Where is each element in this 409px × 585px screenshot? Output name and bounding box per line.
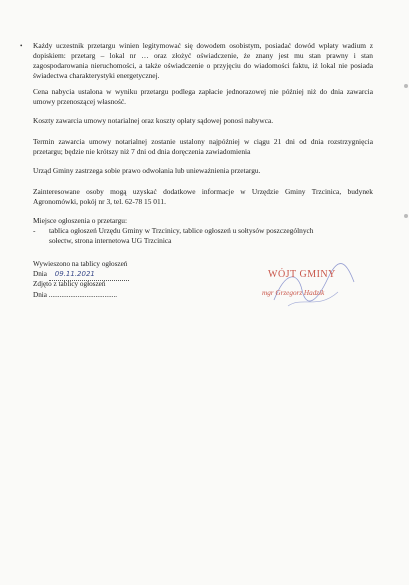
posted-date-label: Dnia <box>33 270 47 278</box>
scan-edge-mark <box>404 214 408 218</box>
removed-label: Zdjęto z tablicy ogłoszeń <box>33 280 106 288</box>
removed-date-line: Dnia ...................................... <box>33 291 118 299</box>
posted-date-handwritten: 09.11.2021 <box>54 270 95 278</box>
list-dash: - <box>33 226 36 235</box>
stamp-title: WÓJT GMINY <box>268 269 336 280</box>
paragraph-contact-info: Zainteresowane osoby mogą uzyskać dodatkowe informacje w Urzędzie Gminy Trzcinica, budynek Agronomówki, pokój nr 3, tel. 62-78 15 011. <box>33 187 373 206</box>
bullet-marker: • <box>20 42 23 50</box>
paragraph-participant-requirements: Każdy uczestnik przetargu winien legitymować się dowodem osobistym, posiadać dowód wpłaty wadium z dopiskiem: przetarg – lokal nr … oraz złożyć oświadczenie, że znany jest mu stan prawny i stan zagospodarowania nieruchomości, a także oświadczenie o przyjęciu do wiadomości faktu, iż lokal nie posiada świadectwa charakterystyki energetycznej. <box>33 41 373 80</box>
paragraph-posting-places: Miejsce ogłoszenia o przetargu: <box>33 216 128 225</box>
list-item-text: tablica ogłoszeń Urzędu Gminy w Trzcinicy, tablice ogłoszeń u sołtysów poszczególnych sołectw, strona internetowa UG Trzcinica <box>49 226 314 245</box>
posted-label: Wywieszono na tablicy ogłoszeń <box>33 260 128 268</box>
stamp-name: mgr Grzegorz Hadzik <box>262 289 325 297</box>
paragraph-notary-deadline: Termin zawarcia umowy notarialnej zostanie ustalony najpóźniej w ciągu 21 dni od dnia rozstrzygnięcia przetargu; będzie nie krótszy niż 7 dni od dnia doręczenia zawiadomienia <box>33 137 373 156</box>
paragraph-costs: Koszty zawarcia umowy notarialnej oraz koszty opłaty sądowej ponosi nabywca. <box>33 116 274 125</box>
paragraph-payment: Cena nabycia ustalona w wyniku przetargu podlega zapłacie jednorazowej nie później niż do dnia zawarcia umowy przenoszącej własność. <box>33 87 373 106</box>
scan-edge-mark <box>404 84 408 88</box>
paragraph-cancellation-right: Urząd Gminy zastrzega sobie prawo odwołania lub unieważnienia przetargu. <box>33 166 261 175</box>
